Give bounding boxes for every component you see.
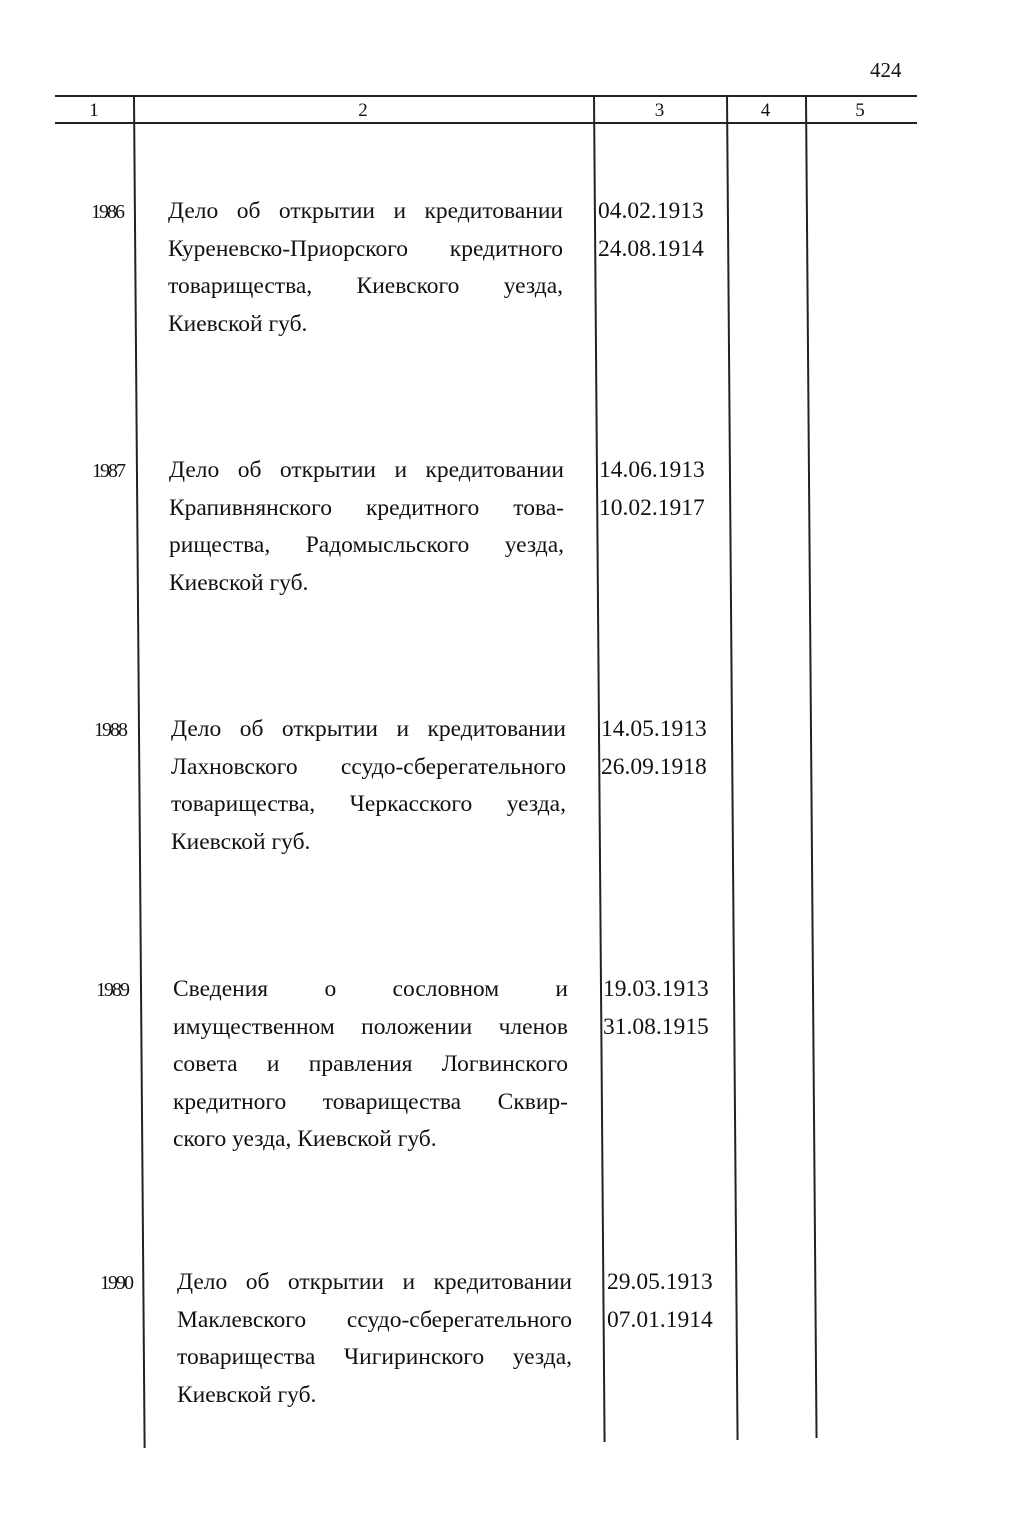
entry-number: 1989 (96, 979, 128, 1001)
entry-dates (601, 711, 707, 786)
entry-number: 1986 (91, 201, 123, 223)
description-line: ского уезда, Киевской губ. (173, 1126, 437, 1152)
start-date: 14.06.1913 (599, 457, 705, 483)
entry-description (168, 193, 563, 343)
entry-dates (607, 1264, 713, 1339)
description-line: Лахновского ссудо-сберегательного (171, 753, 566, 780)
end-date: 07.01.1914 (607, 1306, 713, 1333)
end-date: 24.08.1914 (598, 235, 704, 262)
description-line: Куреневско-Приорского кредитного (168, 235, 563, 262)
description-line: товарищества Чигиринского уезда, (177, 1344, 572, 1370)
end-date: 31.08.1915 (603, 1013, 709, 1040)
end-date: 10.02.1917 (599, 494, 705, 521)
entry-description (177, 1264, 572, 1414)
column-header-3: 3 (654, 100, 665, 121)
column-header-1: 1 (89, 100, 99, 121)
description-line: Дело об открытии и кредитовании (171, 716, 566, 742)
start-date: 04.02.1913 (598, 198, 704, 224)
entry-dates (603, 971, 709, 1046)
description-line: кредитного товарищества Сквир- (173, 1088, 568, 1115)
description-line: Маклевского ссудо-сберегательного (177, 1306, 572, 1333)
column-header-5: 5 (855, 100, 865, 121)
entry-number: 1987 (92, 460, 124, 482)
description-line: Крапивнянского кредитного това- (169, 494, 564, 521)
description-line: товарищества, Черкасского уезда, (171, 791, 566, 817)
column-header-4: 4 (760, 100, 771, 121)
description-line: Дело об открытии и кредитовании (169, 457, 564, 483)
end-date: 26.09.1918 (601, 753, 707, 780)
description-line: совета и правления Логвинского (173, 1051, 568, 1077)
description-line: Дело об открытии и кредитовании (168, 198, 563, 224)
description-line: имущественном положении членов (173, 1013, 568, 1040)
entry-description (171, 711, 566, 861)
entry-description (169, 452, 564, 602)
entry-number: 1988 (94, 719, 126, 741)
start-date: 14.05.1913 (601, 716, 707, 742)
entry-description (173, 971, 568, 1159)
column-divider (726, 96, 738, 1440)
header-bottom-rule (55, 122, 917, 124)
description-line: Киевской губ. (169, 569, 309, 596)
description-line: Киевской губ. (168, 310, 308, 337)
description-line: Дело об открытии и кредитовании (177, 1269, 572, 1295)
description-line: рищества, Радомысльского уезда, (169, 532, 564, 558)
table-top-rule (55, 95, 917, 97)
description-line: Сведения о сословном и (173, 976, 568, 1002)
start-date: 19.03.1913 (603, 976, 709, 1002)
start-date: 29.05.1913 (607, 1269, 713, 1295)
description-line: товарищества, Киевского уезда, (168, 273, 563, 299)
page-number: 424 (870, 58, 902, 82)
entry-dates (599, 452, 705, 527)
description-line: Киевской губ. (177, 1381, 317, 1408)
column-divider (133, 96, 145, 1448)
column-divider (805, 96, 817, 1438)
entry-dates (598, 193, 704, 268)
entry-number: 1990 (100, 1272, 132, 1294)
description-line: Киевской губ. (171, 828, 311, 855)
column-header-2: 2 (358, 100, 368, 121)
